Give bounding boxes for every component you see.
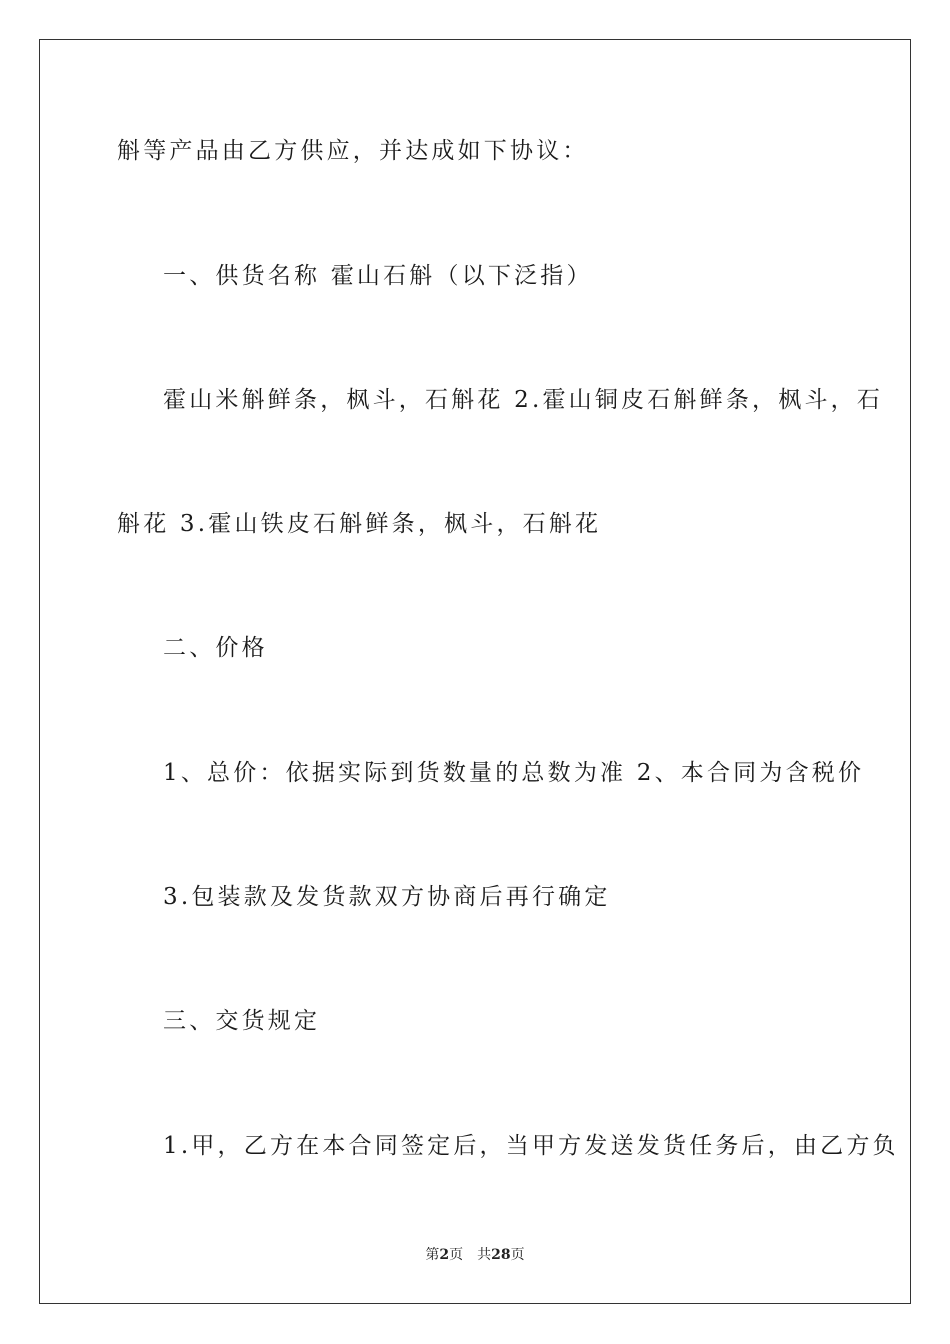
paragraph-line-7: 3.包装款及发货款双方协商后再行确定 bbox=[163, 884, 611, 910]
paragraph-line-3: 霍山米斛鲜条，枫斗，石斛花 2.霍山铜皮石斛鲜条，枫斗，石 bbox=[163, 387, 884, 413]
paragraph-line-1: 斛等产品由乙方供应，并达成如下协议： bbox=[117, 138, 589, 164]
paragraph-line-9: 1.甲，乙方在本合同签定后，当甲方发送发货任务后，由乙方负 bbox=[163, 1133, 899, 1159]
page-number: 2 bbox=[439, 1247, 450, 1263]
paragraph-line-4: 斛花 3.霍山铁皮石斛鲜条，枫斗，石斛花 bbox=[117, 511, 602, 537]
page-border bbox=[39, 39, 911, 1304]
section-heading-1: 一、供货名称 霍山石斛（以下泛指） bbox=[163, 263, 593, 289]
section-heading-3: 三、交货规定 bbox=[163, 1008, 321, 1034]
page-prefix: 第 bbox=[425, 1247, 440, 1263]
paragraph-line-6: 1、总价：依据实际到货数量的总数为准 2、本合同为含税价 bbox=[163, 760, 865, 786]
page-footer bbox=[0, 1246, 950, 1264]
total-suffix: 页 bbox=[510, 1247, 525, 1263]
page-suffix: 页 bbox=[449, 1247, 464, 1263]
section-heading-2: 二、价格 bbox=[163, 635, 268, 661]
total-pages: 28 bbox=[491, 1247, 511, 1263]
total-prefix: 共 bbox=[477, 1247, 492, 1263]
